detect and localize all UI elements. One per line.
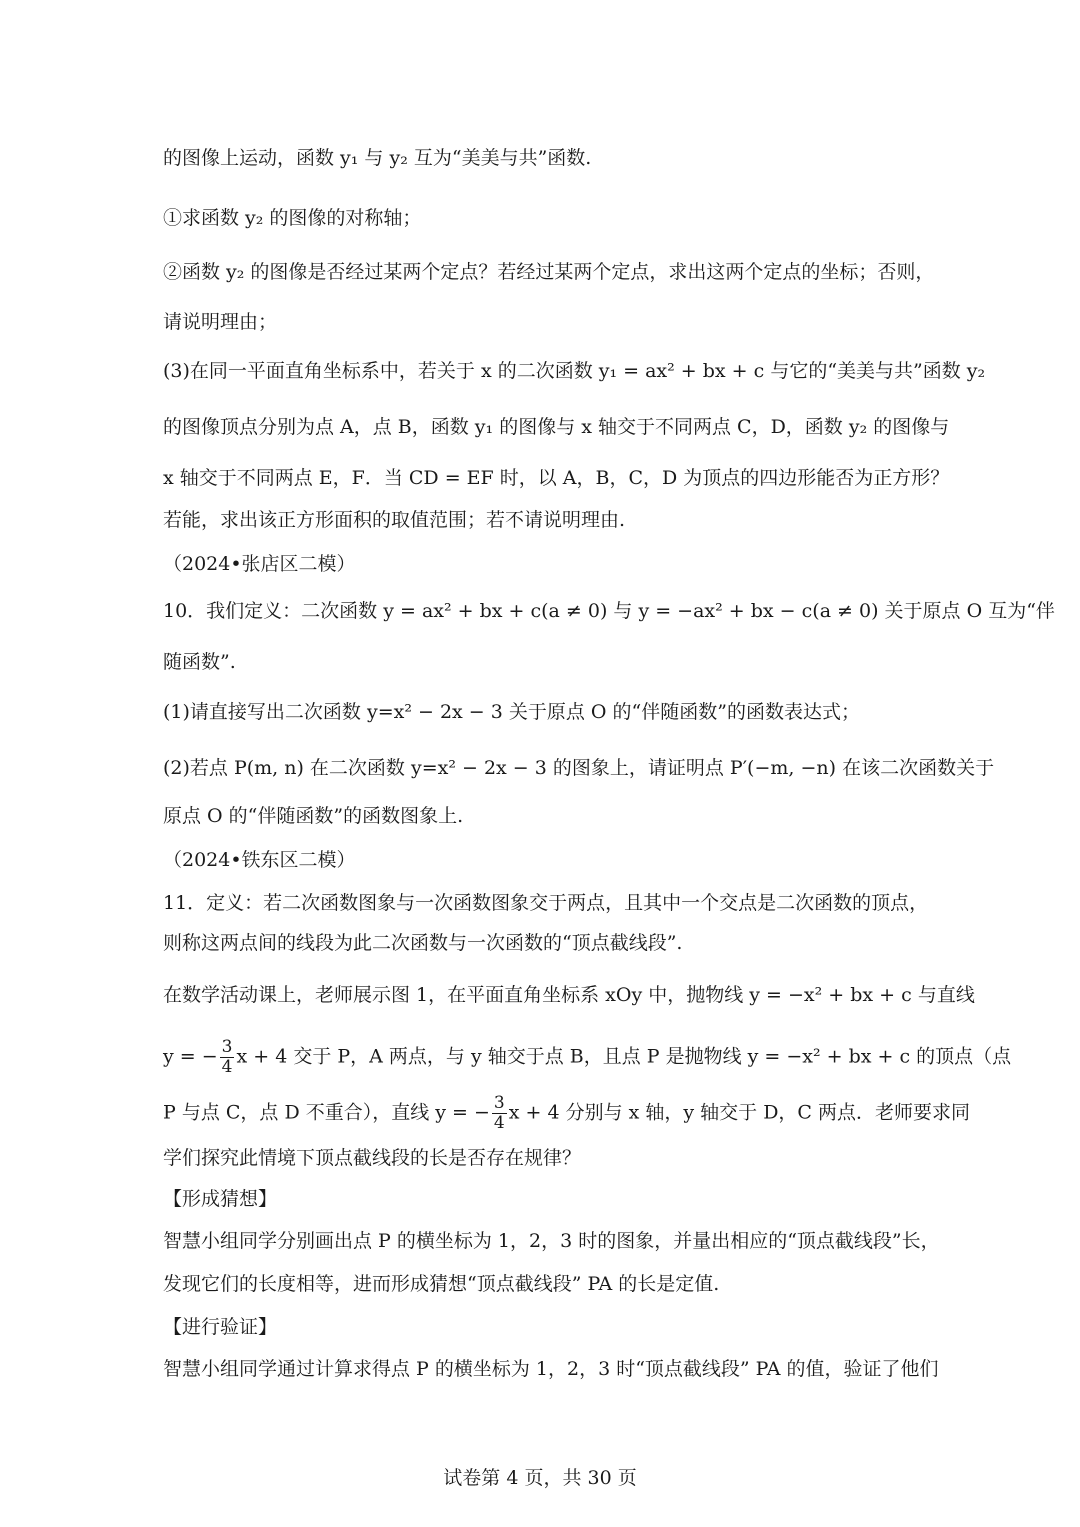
text-segment: x + 4 分别与 x 轴，y 轴交于 D，C 两点．老师要求同 xyxy=(508,1101,971,1124)
text-line: 随函数”. xyxy=(163,651,236,673)
text-line: 学们探究此情境下顶点截线段的长是否存在规律？ xyxy=(163,1147,582,1169)
text-line: 发现它们的长度相等，进而形成猜想“顶点截线段” PA 的长是定值. xyxy=(163,1273,720,1295)
text-line: 智慧小组同学通过计算求得点 P 的横坐标为 1，2，3 时“顶点截线段” PA 的值，验证了他们 xyxy=(163,1358,939,1380)
text-line: 的图像上运动，函数 y₁ 与 y₂ 互为“美美与共”函数. xyxy=(163,147,592,169)
text-line: x 轴交于不同两点 E，F．当 CD = EF 时，以 A，B，C，D 为顶点的四边形能否为正方形？ xyxy=(163,467,950,489)
source-note: （2024•张店区二模） xyxy=(163,553,356,575)
text-segment: P 与点 C，点 D 不重合），直线 y = − xyxy=(163,1101,490,1124)
page-footer: 试卷第 4 页，共 30 页 xyxy=(443,1467,637,1489)
text-segment: x + 4 交于 P，A 两点，与 y 轴交于点 B，且点 P 是抛物线 y = −x² + bx + c 的顶点（点 xyxy=(236,1045,1012,1068)
fraction-denominator: 4 xyxy=(493,1113,505,1133)
text-line: ②函数 y₂ 的图像是否经过某两个定点？若经过某两个定点，求出这两个定点的坐标；否则， xyxy=(163,261,935,283)
text-line: 若能，求出该正方形面积的取值范围；若不请说明理由. xyxy=(163,509,626,531)
text-line: 原点 O 的“伴随函数”的函数图象上. xyxy=(163,805,464,827)
fraction xyxy=(492,1094,507,1133)
text-line: 请说明理由； xyxy=(163,311,278,333)
question-10-heading: 10．我们定义：二次函数 y = ax² + bx + c(a ≠ 0) 与 y = −ax² + bx − c(a ≠ 0) 关于原点 O 互为“伴 xyxy=(163,600,1055,622)
source-note: （2024•铁东区二模） xyxy=(163,849,356,871)
text-line: 智慧小组同学分别画出点 P 的横坐标为 1，2，3 时的图象，并量出相应的“顶点截线段”长， xyxy=(163,1230,940,1252)
section-heading: 【形成猜想】 xyxy=(163,1188,278,1210)
text-line: (1)请直接写出二次函数 y=x² − 2x − 3 关于原点 O 的“伴随函数”的函数表达式； xyxy=(163,701,860,723)
text-line: 在数学活动课上，老师展示图 1，在平面直角坐标系 xOy 中，抛物线 y = −x² + bx + c 与直线 xyxy=(163,984,975,1006)
text-line: (3)在同一平面直角坐标系中，若关于 x 的二次函数 y₁ = ax² + bx + c 与它的“美美与共”函数 y₂ xyxy=(163,360,986,382)
text-line: 则称这两点间的线段为此二次函数与一次函数的“顶点截线段”. xyxy=(163,932,683,954)
section-heading: 【进行验证】 xyxy=(163,1316,278,1338)
text-line-with-fraction xyxy=(163,1094,970,1133)
fraction xyxy=(220,1038,235,1077)
text-segment: y = − xyxy=(163,1045,218,1068)
question-11-heading: 11．定义：若二次函数图象与一次函数图象交于两点，且其中一个交点是二次函数的顶点， xyxy=(163,892,929,914)
fraction-denominator: 4 xyxy=(221,1057,233,1077)
fraction-numerator: 3 xyxy=(493,1093,505,1113)
text-line: (2)若点 P(m, n) 在二次函数 y=x² − 2x − 3 的图象上，请证明点 P′(−m, −n) 在该二次函数关于 xyxy=(163,757,995,779)
text-line: ①求函数 y₂ 的图像的对称轴； xyxy=(163,207,422,229)
text-line: 的图像顶点分别为点 A，点 B，函数 y₁ 的图像与 x 轴交于不同两点 C，D，函数 y₂ 的图像与 xyxy=(163,416,950,438)
fraction-numerator: 3 xyxy=(221,1037,233,1057)
text-line-with-fraction xyxy=(163,1038,1011,1077)
